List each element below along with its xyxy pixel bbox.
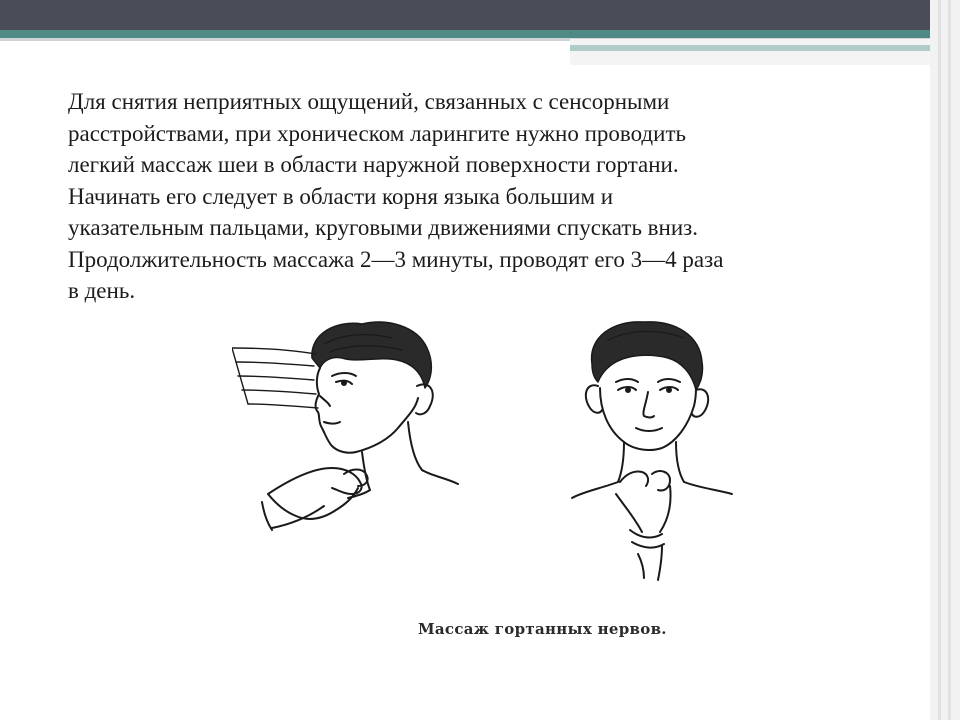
massage-illustration [232,318,802,653]
corner-ribbon [570,45,930,51]
text-line: легкий массаж шеи в области наружной поверхности гортани. [68,152,679,177]
slide-body-text [68,86,908,307]
slide-right-edge [930,0,960,720]
text-line: в день. [68,278,136,303]
edge-stripe [948,0,951,720]
text-line: Продолжительность массажа 2—3 минуты, проводят его 3—4 раза [68,246,724,272]
figure-caption: Массаж гортанных нервов. [418,620,667,638]
slide-header-accent [0,30,930,38]
slide-corner-tab [570,38,930,65]
edge-stripe [938,0,941,720]
text-line: расстройствами, при хроническом ларингите нужно проводить [68,120,686,146]
slide-header-bar [0,0,930,30]
text-line: Для снятия неприятных ощущений, связанных с сенсорными [68,89,670,114]
self-massage-illustration [572,322,732,580]
head-with-massaging-hand-illustration [232,322,458,530]
text-line: Начинать его следует в области корня языка большим и [68,183,614,209]
text-line: указательным пальцами, круговыми движениями спускать вниз. [68,215,698,240]
